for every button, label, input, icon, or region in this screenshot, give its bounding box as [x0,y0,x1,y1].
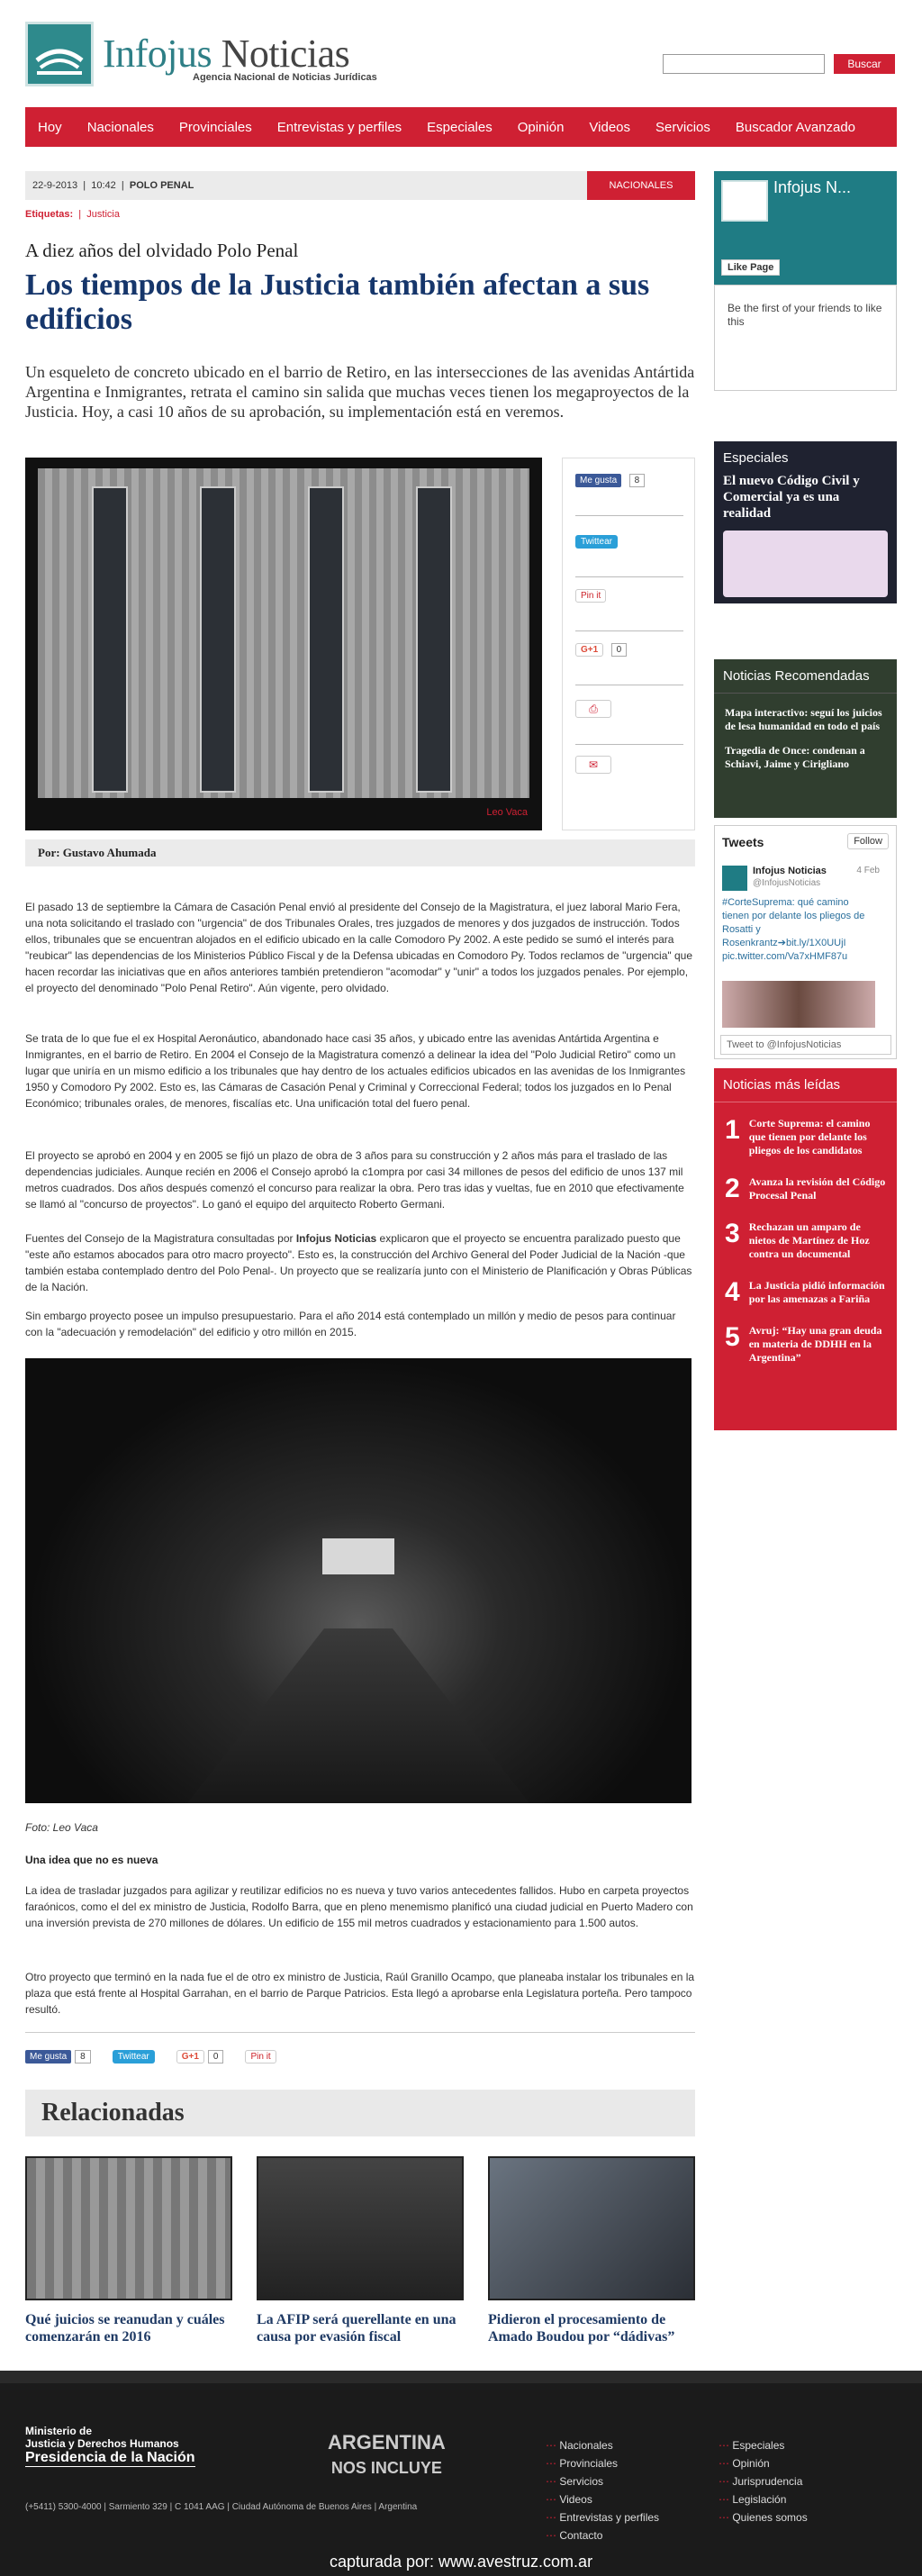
article-paragraph: La idea de trasladar juzgados para agilizar y reutilizar edificios no es nueva y tuvo varios antecedentes fallidos. Hubo en carpeta proyectos faraónicos, como el del ex ministro de Justicia, Rodolfo Barra, que en pleno menemismo planificó una ciudad judicial en Puerto Madero con una inversión prevista de 270 millones de dólares. Un edificio de 155 mil metros cuadrados y estacionamiento para 1.500 autos. [25,1884,693,1929]
share-row-pin [575,586,683,631]
footer-link[interactable]: ⋯ Servicios [546,2475,603,2488]
pinterest-button[interactable]: Pin it [245,2050,276,2064]
footer-link[interactable]: ⋯ Especiales [719,2439,784,2452]
share-row-gplus [575,640,683,685]
twitter-widget [714,825,897,1059]
article-paragraph: El proyecto se aprobó en 2004 y en 2005 se fijó un plazo de obra de 3 años para su construcción y 2 años más para el traslado de las dependencias judiciales. Aunque recién en 2006 el Consejo aprobó la c1ompra por casi 34 millones de pesos del edificio de unos 137 mil metros cuadrados. Dos años después comenzó el concurso para realizar la obra. Pero tras idas y vueltas, fue en 2010 que efectivamente se llamó al "concurso de proyectos". Lo ganó el equipo del arquitecto Roberto Germani. [25,1149,684,1211]
capture-credit: capturada por: www.avestruz.com.ar [329,2553,593,2571]
site-header [0,0,922,106]
site-footer [0,2371,922,2576]
article-tagline: POLO PENAL [129,180,194,191]
search-button[interactable]: Buscar [834,54,895,74]
especiales-title[interactable]: El nuevo Código Civil y Comercial ya es una realidad [723,474,860,521]
footer-link[interactable]: ⋯ Nacionales [546,2439,613,2452]
article-paragraph: Se trata de lo que fue el ex Hospital Aeronáutico, abandonado hace casi 35 años, y ubicado entre las avenidas Antártida Argentina e Inmigrantes, en el barrio de Retiro. En 2004 el Consejo de la Magistratura comenzó a delinear la idea del "Polo Judicial Retiro" como un lugar que uniría en un mismo edificio a los tribunales que hay dentro de los actuales edificios ubicados en las avenidas de los Inmigrantes 1950 y Comodoro Py 2002. Esto es, las Cámaras de Casación Penal y Criminal y Correccional Federal; todos los juzgados en lo Penal Económico; tribunales orales, de menores, fiscalías etc. Una unificación total del fuero penal. [25,1032,686,1110]
fb-friends-text: Be the first of your friends to like this [714,285,897,391]
footer-link[interactable]: ⋯ Legislación [719,2493,786,2506]
related-image[interactable] [25,2156,232,2300]
window [416,486,452,793]
article-headline: Los tiempos de la Justicia también afectan a sus edificios [25,268,650,336]
infojus-bold: Infojus Noticias [295,1232,377,1245]
fb-count: 8 [75,2050,91,2064]
footer-link[interactable]: ⋯ Contacto [546,2529,602,2542]
nav-item-videos[interactable]: Videos [589,119,631,135]
photo-credit: Leo Vaca [486,807,528,818]
facebook-like-button[interactable]: Me gusta [25,2050,71,2064]
recommended-heading: Noticias Recomendadas [723,668,870,684]
print-icon[interactable]: ⎙ [575,700,611,718]
logo-wordmark[interactable]: Infojus Noticias [103,32,350,76]
related-heading: Relacionadas [25,2090,695,2136]
corridor-window [322,1538,394,1574]
article-paragraph: Otro proyecto que terminó en la nada fue el de otro ex ministro de Justicia, Raúl Granillo Ocampo, que planeaba instalar los tribunales en la plaza que está frente al Hospital Garrahan, en el barrio de Parque Patricios. Esta llegó a aprobarse enla Legislatura porteña. Pero tampoco resultó. [25,1971,695,2016]
google-plus-button[interactable]: G+1 [575,643,603,657]
tweet-avatar[interactable] [722,866,747,891]
share-row-email [575,756,683,801]
ministry-logo[interactable]: Ministerio de Justicia y Derechos Humanos Presidencia de la Nación [25,2425,195,2465]
tweet-handle: @InfojusNoticias [753,878,821,888]
footer-link[interactable]: ⋯ Videos [546,2493,592,2506]
logo-subtitle: Agencia Nacional de Noticias Jurídicas [193,72,377,83]
footer-link[interactable]: ⋯ Entrevistas y perfiles [546,2511,659,2524]
share-row-tw [575,532,683,577]
nav-item-entrevistas[interactable]: Entrevistas y perfiles [276,119,402,135]
nav-item-nacionales[interactable]: Nacionales [86,119,154,135]
corridor-photo[interactable] [25,1358,692,1803]
photo-caption: Foto: Leo Vaca [25,1821,98,1834]
most-read-box [714,1068,897,1430]
facebook-page-widget[interactable] [714,171,897,285]
recommended-item[interactable]: Mapa interactivo: seguí los juicios de lesa humanidad en todo el país [725,706,882,732]
bottom-share-bar [25,2050,276,2064]
article-author: Por: Gustavo Ahumada [25,839,695,866]
tags-line: Etiquetas: | Justicia [25,209,120,220]
share-row-fb [575,471,683,516]
building-facade-image [38,468,529,798]
twitter-share-button[interactable]: Twittear [575,535,618,549]
tweet-image[interactable] [722,981,875,1028]
related-title[interactable]: La AFIP será querellante en una causa por evasión fiscal [257,2312,456,2345]
footer-link[interactable]: ⋯ Quienes somos [719,2511,808,2524]
tweet-date: 4 Feb [856,866,880,875]
fb-like-page-button[interactable]: Like Page [721,259,780,276]
main-photo[interactable] [25,458,542,830]
related-card[interactable] [25,2156,232,2345]
facebook-like-button[interactable]: Me gusta [575,474,621,487]
nav-item-hoy[interactable]: Hoy [38,119,62,135]
email-icon[interactable]: ✉ [575,756,611,774]
article-time: 10:42 [91,180,116,191]
related-title[interactable]: Pidieron el procesamiento de Amado Boudou por “dádivas” [488,2312,675,2345]
especiales-box[interactable] [714,441,897,603]
recommended-box [714,659,897,818]
most-read-item[interactable]: 3 Rechazan un amparo de nietos de Martínez de Hoz contra un documental [725,1219,870,1260]
window [92,486,128,793]
logo-icon[interactable] [25,22,94,86]
related-title[interactable]: Qué juicios se reanudan y cuáles comenzarán en 2016 [25,2312,225,2345]
tweet-to-input[interactable]: Tweet to @InfojusNoticias [720,1035,891,1055]
tag-link[interactable]: Justicia [86,209,120,220]
especiales-image[interactable] [723,531,888,597]
search-input[interactable] [663,54,825,74]
google-plus-button[interactable]: G+1 [176,2050,204,2064]
divider [714,693,897,694]
article-paragraph: Sin embargo proyecto posee un impulso presupuestario. Para el año 2014 está contemplado un millón y medio de pesos para continuar con la "adecuación y remodelación" del edificio y otro millón en 2015. [25,1310,676,1338]
related-image[interactable] [257,2156,464,2300]
share-row-print [575,700,683,745]
recommended-item[interactable]: Tragedia de Once: condenan a Schiavi, Jaime y Cirigliano [725,744,865,770]
most-read-item[interactable]: 2 Avanza la revisión del Código Procesal Penal [725,1174,886,1203]
article-date: 22-9-2013 [32,180,78,191]
gplus-count: 0 [208,2050,224,2064]
divider [25,2032,695,2033]
tweets-heading: Tweets [722,835,764,849]
article-subtitle: Una idea que no es nueva [25,1854,158,1866]
follow-button[interactable]: Follow [847,833,889,849]
nav-item-provinciales[interactable]: Provinciales [178,119,252,135]
related-image[interactable] [488,2156,695,2300]
fb-count: 8 [629,474,646,487]
section-badge[interactable]: NACIONALES [587,171,695,200]
footer-address: (+5411) 5300-4000 | Sarmiento 329 | C 1041 AAG | Ciudad Autónoma de Buenos Aires | Argentina [25,2502,418,2512]
infojus-page-icon [721,180,768,222]
window [200,486,236,793]
twitter-share-button[interactable]: Twittear [113,2050,155,2064]
share-sidebar [562,458,695,830]
nav-item-servicios[interactable]: Servicios [655,119,710,135]
related-card[interactable] [488,2156,695,2345]
footer-link[interactable]: ⋯ Jurisprudencia [719,2475,802,2488]
argentina-logo: ARGENTINA NOS INCLUYE [328,2431,446,2477]
footer-link[interactable]: ⋯ Opinión [719,2457,770,2470]
article-lead: Un esqueleto de concreto ubicado en el barrio de Retiro, en las intersecciones de las avenidas Antártida Argentina e Inmigrantes, retrata el camino sin salida que muchas veces tienen los megaproyectos de la Justicia. Hoy, a casi 10 años de su aprobación, su implementación está en veremos. [25,363,695,421]
corridor-floor [187,1628,529,1803]
nav-item-buscador[interactable]: Buscador Avanzado [735,119,856,135]
window [308,486,344,793]
nav-item-opinion[interactable]: Opinión [517,119,565,135]
pinterest-button[interactable]: Pin it [575,589,606,603]
especiales-heading: Especiales [723,450,789,466]
related-card[interactable] [257,2156,464,2345]
nav-item-especiales[interactable]: Especiales [427,119,493,135]
article-paragraph: Fuentes del Consejo de la Magistratura consultadas por Infojus Noticias explicaron que el proyecto se encuentra paralizado puesto que "este año estamos abocados para otro macro proyecto". Esto es, la construcción del Archivo General del Poder Judicial de la Nación -que también estaba contemplado dentro del Polo Penal-. Un proyecto que se realizaría junto con el Ministerio de Planificación y Obras Públicas de la Nación. [25,1232,692,1293]
article-kicker: A diez años del olvidado Polo Penal [25,240,299,261]
tags-label: Etiquetas: [25,209,74,220]
most-read-item[interactable]: 4 La Justicia pidió información por las amenazas a Fariña [725,1277,885,1307]
most-read-item[interactable]: 1 Corte Suprema: el camino que tienen por delante los pliegos de los candidatos [725,1115,871,1156]
main-nav [25,107,897,147]
gplus-count: 0 [611,643,628,657]
footer-link[interactable]: ⋯ Provinciales [546,2457,618,2470]
tweet-text[interactable]: #CorteSuprema: qué camino tienen por delante los pliegos de Rosatti y Rosenkrantz➔bit.ly/1X0UUjI pic.twitter.com/Va7xHMF87u [722,897,865,962]
most-read-heading: Noticias más leídas [723,1077,841,1093]
most-read-item[interactable]: 5 Avruj: “Hay una gran deuda en materia de DDHH en la Argentina” [725,1322,882,1364]
article-paragraph: El pasado 13 de septiembre la Cámara de Casación Penal envió al presidente del Consejo de la Magistratura, el juez laboral Mario Fera, una nota solicitando el traslado con "urgencia" de dos Tribunales Orales, tres juzgados de menores y dos juzgados de instrucción. Todos ellos, tribunales que se encuentran alojados en el edificio ubicado en la calle Comodoro Py 2002. A este pedido se sumó el interés para "reubicar" las dependencias de los Ministerios Público Fiscal y de la Defensa ubicadas en Comodoro Py. Todos reclamos de "urgencia" que hacen recordar las iniciativas que en años anteriores también pretendieron "acomodar" y "unir" a todos los juzgados penales. Por ejemplo, el proyecto del denominado "Polo Penal Retiro". Aún vigente, pero olvidado. [25,901,692,994]
fb-page-name[interactable]: Infojus N... [773,178,852,196]
tweet-author[interactable]: Infojus Noticias [753,866,827,876]
article-meta: 22-9-2013 | 10:42 | POLO PENAL [25,171,695,200]
